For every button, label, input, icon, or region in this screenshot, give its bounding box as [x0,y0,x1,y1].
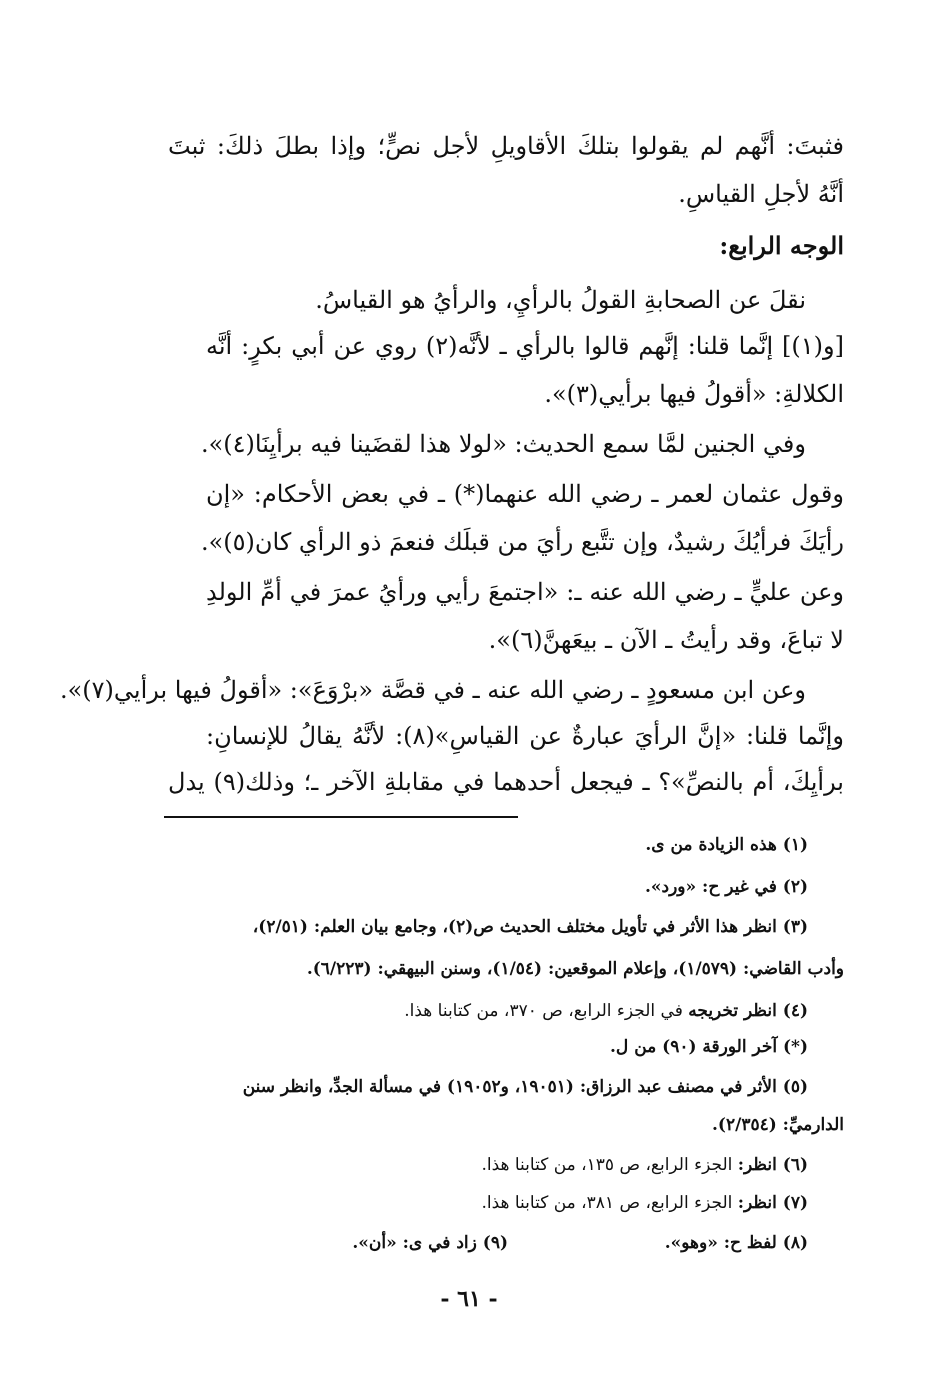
body-line-7: وفي الجنين لمَّا سمع الحديث: «لولا هذا لقضَينا فيه برأيِنَا(٤)». [200,430,806,458]
footnote-3b: وأدب القاضي: (١/٥٧٩)، وإعلام الموقعين: (١/٥٤)، وسنن البيهقي: (٦/٢٢٣). [306,959,844,979]
body-line-12: وعن ابن مسعودٍ ـ رضي الله عنه ـ في قصَّة «برْوَعَ»: «أقولُ فيها برأيي(٧)». [59,676,806,704]
body-line-11: لا تباعَ، وقد رأيتُ ـ الآن ـ بيعَهنَّ(٦)». [488,626,844,654]
body-line-5: [و(١)] إنَّما قلنا: إنَّهم قالوا بالرأي ـ لأنَّه(٢) روي عن أبي بكرٍ: أنَّه [206,332,844,360]
footnote-2: (٢) في غير ح: «ورد». [644,877,808,897]
body-line-1: فثبتَ: أنَّهم لم يقولوا بتلكَ الأقاويلِ لأجل نصٍّ؛ وإذا بطلَ ذلكَ: ثبتَ [168,132,844,160]
footnote-star: (*) آخر الورقة (٩٠) من ل. [610,1037,808,1057]
body-line-14: برأيِكَ، أم بالنصِّ»؟ ـ فيجعل أحدهما في مقابلةِ الآخر ـ؛ وذلك(٩) يدل [168,768,844,796]
body-line-6: الكلالةِ: «أقولُ فيها برأيي(٣)». [544,380,844,408]
body-line-2: أنَّهُ لأجلِ القياسِ. [678,180,844,208]
body-line-8: وقول عثمان لعمر ـ رضي الله عنهما(*) ـ في بعض الأحكام: «إن [206,480,844,508]
footnote-separator [164,816,518,818]
body-line-13: وإنَّما قلنا: «إنَّ الرأيَ عبارةٌ عن القياسِ»(٨): لأنَّهُ يقالُ للإنسانِ: [206,722,844,750]
body-line-4: نقلَ عن الصحابةِ القولُ بالرأيِ، والرأيُ هو القياسُ. [315,286,806,314]
footnote-5b: الدارميِّ: (٢/٣٥٤). [712,1115,844,1135]
section-heading: الوجه الرابع: [719,231,844,260]
footnote-9: (٩) زاد في ى: «أن». [352,1233,508,1253]
body-line-9: رأيَكَ فرأيُكَ رشيدٌ، وإن تتَّبع رأيَ من قبلَك فنعمَ ذو الرأي كان(٥)». [200,528,844,556]
footnote-5a: (٥) الأثر في مصنف عبد الرزاق: (١٩٠٥١، و١٩٠٥٢) في مسألة الجدِّ، وانظر سنن [242,1077,808,1097]
footnote-4: (٤) انظر تخريجه في الجزء الرابع، ص ٣٧٠، من كتابنا هذا. [404,1001,808,1021]
page-number: - ٦١ - [440,1286,498,1312]
body-line-10: وعن عليٍّ ـ رضي الله عنه ـ: «اجتمعَ رأيي ورأيُ عمرَ في أمِّ الولدِ [206,578,844,606]
footnote-8-9-row [168,1228,844,1258]
footnote-7: (٧) انظر: الجزء الرابع، ص ٣٨١، من كتابنا هذا. [481,1193,808,1213]
footnote-8: (٨) لفظ ح: «وهو». [664,1233,808,1253]
footnote-6: (٦) انظر: الجزء الرابع، ص ١٣٥، من كتابنا هذا. [481,1155,808,1175]
footnote-1: (١) هذه الزيادة من ى. [645,835,808,855]
footnote-3a: (٣) انظر هذا الأثر في تأويل مختلف الحديث ص(٢)، وجامع بيان العلم: (٢/٥١)، [252,917,808,937]
